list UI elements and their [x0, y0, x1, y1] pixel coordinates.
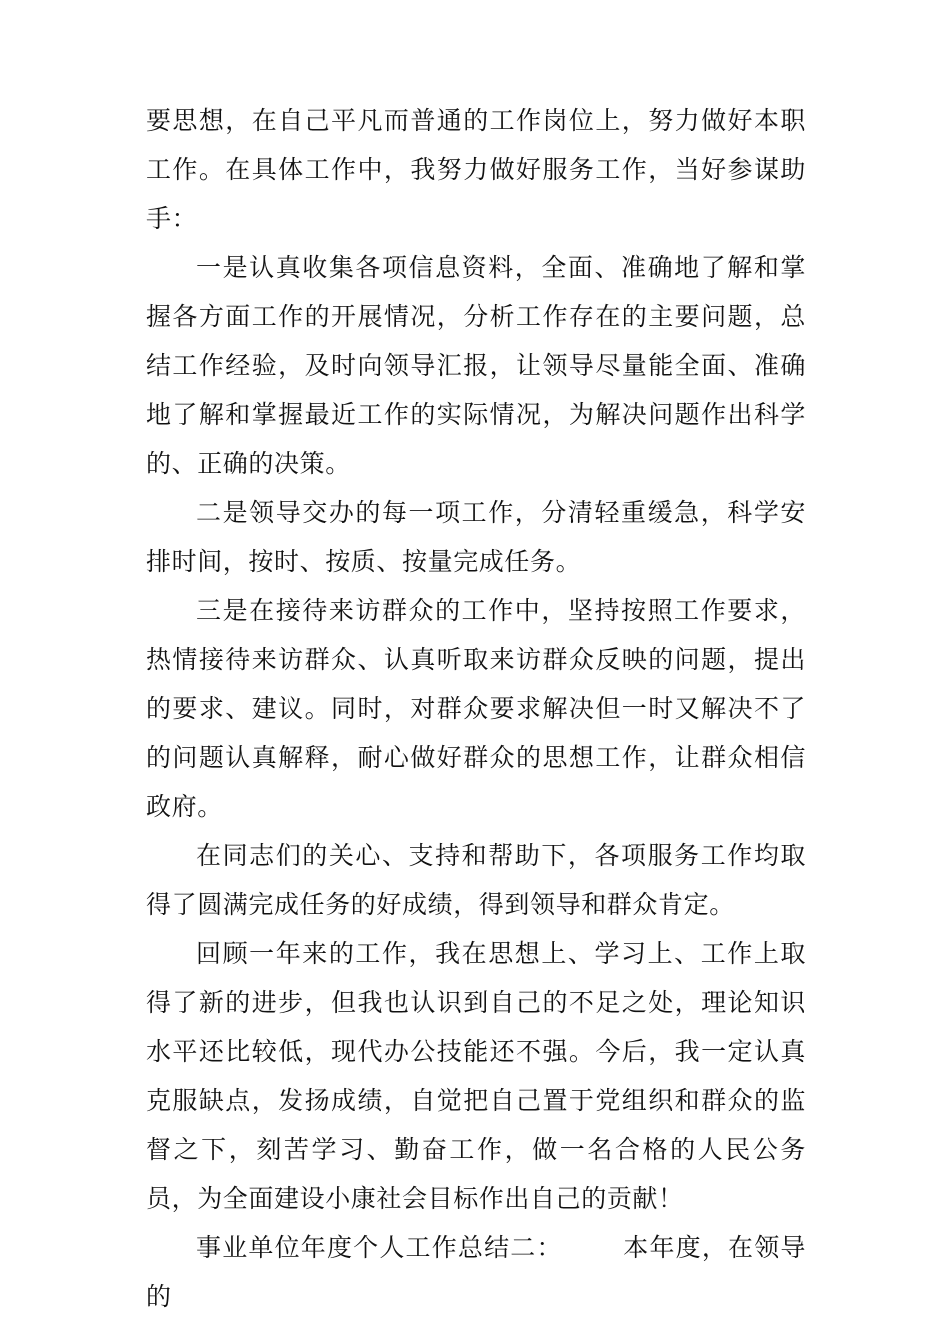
section-two-heading: 事业单位年度个人工作总结二：	[196, 1233, 563, 1262]
paragraph-5: 在同志们的关心、支持和帮助下，各项服务工作均取得了圆满完成任务的好成绩，得到领导和群众肯定。	[146, 841, 806, 919]
paragraph-4: 三是在接待来访群众的工作中，坚持按照工作要求，热情接待来访群众、认真听取来访群众反映的问题，提出的要求、建议。同时，对群众要求解决但一时又解决不了的问题认真解释，耐心做好群众的思想工作，让群众相信政府。	[146, 596, 806, 821]
section-two-heading-line	[146, 1223, 806, 1321]
paragraph-3: 二是领导交办的每一项工作，分清轻重缓急，科学安排时间，按时、按质、按量完成任务。	[146, 498, 806, 576]
section-two-continuation: 本年度，在领导的	[146, 1233, 807, 1311]
paragraph-6: 回顾一年来的工作，我在思想上、学习上、工作上取得了新的进步，但我也认识到自己的不足之处，理论知识水平还比较低，现代办公技能还不强。今后，我一定认真克服缺点，发扬成绩，自觉把自己置于党组织和群众的监督之下，刻苦学习、勤奋工作，做一名合格的人民公务员，为全面建设小康社会目标作出自己的贡献！	[146, 939, 806, 1213]
document-body	[146, 96, 806, 1321]
paragraph-2: 一是认真收集各项信息资料，全面、准确地了解和掌握各方面工作的开展情况，分析工作存在的主要问题，总结工作经验，及时向领导汇报，让领导尽量能全面、准确地了解和掌握最近工作的实际情况，为解决问题作出科学的、正确的决策。	[146, 253, 806, 478]
paragraph-1: 要思想，在自己平凡而普通的工作岗位上，努力做好本职工作。在具体工作中，我努力做好服务工作，当好参谋助手：	[146, 106, 806, 233]
